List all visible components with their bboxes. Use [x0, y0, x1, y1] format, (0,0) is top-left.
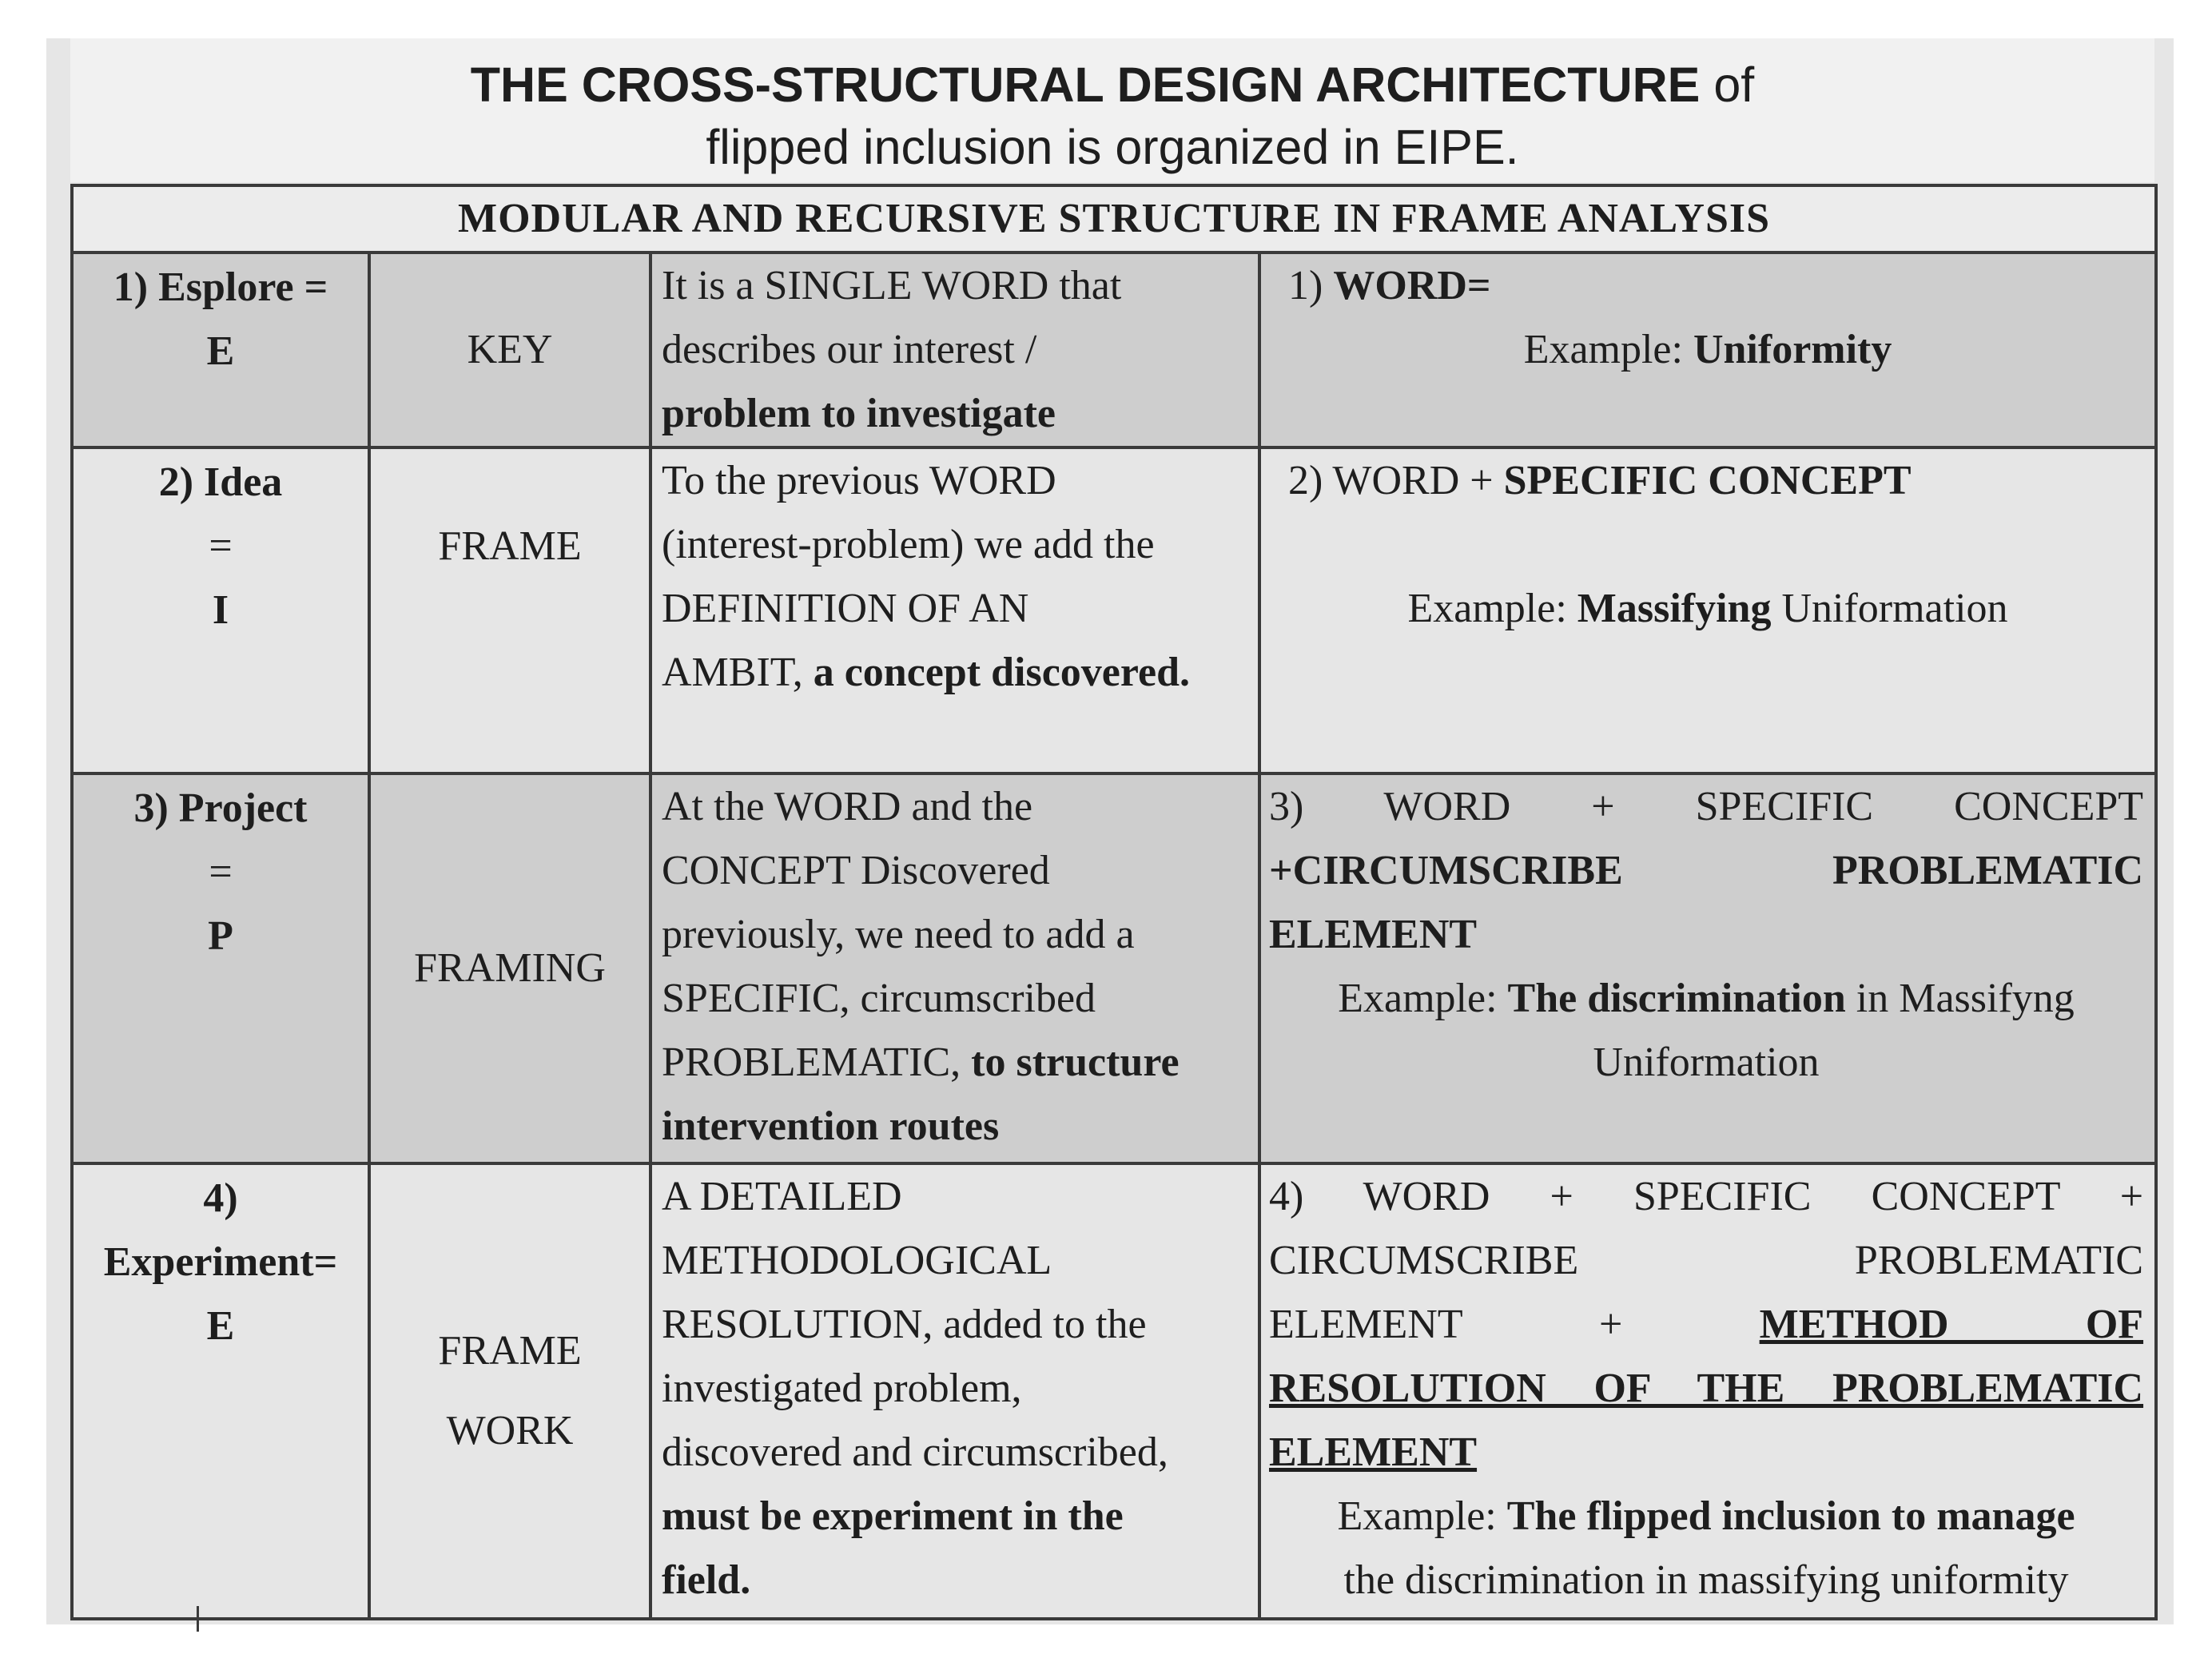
desc-line: discovered and circumscribed, [662, 1429, 1168, 1475]
description-cell [650, 447, 1259, 773]
role-label: FRAMING [414, 945, 606, 991]
frame-analysis-table [70, 184, 2158, 1620]
desc-line: (interest-problem) we add the [662, 522, 1155, 567]
formula-cell [1259, 447, 2156, 773]
table-row [72, 252, 2156, 447]
formula-number: 1) [1288, 263, 1334, 308]
example-value: The discrimination [1507, 976, 1846, 1021]
desc-text: AMBIT, [662, 650, 814, 695]
page-title [70, 56, 2154, 113]
formula-line [1269, 1293, 2143, 1357]
example-line: the discrimination in massifying uniformity [1343, 1557, 2069, 1603]
desc-line [662, 641, 1250, 705]
title-box [70, 38, 2154, 182]
example-value: Massifying [1577, 586, 1772, 631]
desc-line: describes our interest / [662, 327, 1037, 372]
step-cell [72, 447, 369, 773]
desc-line: intervention routes [662, 1103, 1000, 1149]
description-cell [650, 1163, 1259, 1619]
example-suffix: in Massifyng [1845, 976, 2075, 1021]
role-cell [369, 1163, 650, 1619]
description-cell [650, 773, 1259, 1163]
formula-text: ELEMENT + [1269, 1302, 1760, 1347]
role-label: KEY [467, 327, 553, 372]
formula-term: METHOD OF [1759, 1302, 2144, 1347]
example-value: The flipped inclusion to manage [1506, 1493, 2075, 1539]
step-label: 2) Idea [158, 459, 283, 505]
role-cell [369, 447, 650, 773]
step-label: 1) Esplore = [113, 264, 328, 310]
desc-text: PROBLEMATIC, [662, 1040, 972, 1085]
desc-line: investigated problem, [662, 1366, 1022, 1411]
formula-cell [1259, 773, 2156, 1163]
desc-line: To the previous WORD [662, 458, 1056, 503]
desc-emphasis: a concept discovered. [813, 650, 1191, 695]
step-cell [72, 773, 369, 1163]
desc-emphasis: to structure [971, 1040, 1180, 1085]
formula-line: +CIRCUMSCRIBE PROBLEMATIC [1269, 848, 2144, 893]
desc-line: SPECIFIC, circumscribed [662, 976, 1096, 1021]
table-header-row [72, 185, 2156, 252]
edge-mark [197, 1606, 199, 1632]
step-label: Experiment= [103, 1239, 338, 1285]
example-prefix: Example: [1407, 586, 1577, 631]
step-letter: P [208, 913, 233, 959]
description-cell [650, 252, 1259, 447]
example-line [1272, 577, 2143, 641]
formula-cell [1259, 1163, 2156, 1619]
formula-cell [1259, 252, 2156, 447]
table-header: MODULAR AND RECURSIVE STRUCTURE IN FRAME ANALYSIS [72, 185, 2156, 252]
example-line [1269, 1485, 2143, 1549]
desc-line: It is a SINGLE WORD that [662, 263, 1122, 308]
example-line: Uniformation [1593, 1040, 1820, 1085]
title-bold: THE CROSS-STRUCTURAL DESIGN ARCHITECTURE [470, 58, 1701, 112]
title-suffix: of [1700, 58, 1755, 112]
step-cell [72, 252, 369, 447]
page-subtitle: flipped inclusion is organized in EIPE. [706, 120, 1519, 174]
formula-term: WORD= [1333, 263, 1491, 308]
formula-term: SPECIFIC CONCEPT [1503, 458, 1912, 503]
role-label: FRAME [438, 1328, 582, 1374]
desc-line: A DETAILED [662, 1174, 902, 1219]
example-line [1272, 318, 2143, 382]
desc-line: must be experiment in the [662, 1493, 1124, 1539]
role-cell [369, 773, 650, 1163]
table-row [72, 773, 2156, 1163]
desc-line [662, 1031, 1250, 1095]
formula-line: 4) WORD + SPECIFIC CONCEPT + [1269, 1174, 2144, 1219]
example-line [1269, 967, 2143, 1031]
step-equals: = [209, 523, 233, 569]
desc-line: At the WORD and the [662, 784, 1033, 829]
formula-line [1272, 449, 2143, 513]
step-label: 4) [203, 1175, 238, 1221]
table-row [72, 447, 2156, 773]
formula-line [1272, 254, 2143, 318]
example-prefix: Example: [1523, 327, 1693, 372]
step-letter: I [212, 587, 229, 633]
step-letter: E [206, 1303, 235, 1349]
desc-line: previously, we need to add a [662, 912, 1135, 957]
step-label: 3) Project [133, 785, 308, 831]
example-value: Uniformity [1693, 327, 1892, 372]
step-equals: = [209, 849, 233, 895]
role-label: WORK [446, 1408, 574, 1453]
formula-line: RESOLUTION OF THE PROBLEMATIC [1269, 1366, 2144, 1411]
desc-line: field. [662, 1557, 751, 1603]
example-suffix: Uniformation [1771, 586, 2008, 631]
formula-line: 3) WORD + SPECIFIC CONCEPT [1269, 784, 2144, 829]
formula-text: 2) WORD + [1288, 458, 1504, 503]
desc-line: METHODOLOGICAL [662, 1238, 1052, 1283]
formula-line: ELEMENT [1269, 1429, 1478, 1475]
step-cell [72, 1163, 369, 1619]
example-prefix: Example: [1338, 976, 1508, 1021]
desc-line: RESOLUTION, added to the [662, 1302, 1147, 1347]
role-cell [369, 252, 650, 447]
desc-line: problem to investigate [662, 391, 1056, 436]
step-letter: E [206, 328, 235, 374]
formula-line: CIRCUMSCRIBE PROBLEMATIC [1269, 1238, 2144, 1283]
role-label: FRAME [438, 523, 582, 569]
table-row [72, 1163, 2156, 1619]
desc-line: CONCEPT Discovered [662, 848, 1050, 893]
desc-line: DEFINITION OF AN [662, 586, 1029, 631]
example-prefix: Example: [1337, 1493, 1507, 1539]
formula-line: ELEMENT [1269, 912, 1478, 957]
